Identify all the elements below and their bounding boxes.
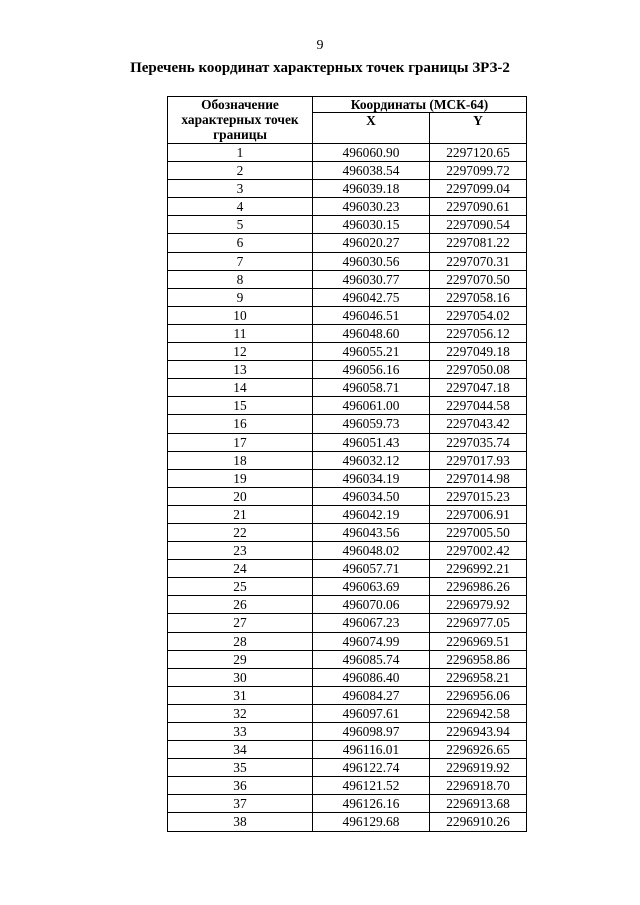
point-number-cell: 13 [168,361,313,379]
x-coordinate-cell: 496030.56 [313,252,430,270]
point-number-cell: 26 [168,596,313,614]
y-coordinate-cell: 2297090.61 [430,198,527,216]
table-row [168,379,527,397]
y-coordinate-cell: 2297047.18 [430,379,527,397]
table-row [168,415,527,433]
point-number-cell: 32 [168,704,313,722]
table-row [168,813,527,831]
x-coordinate-cell: 496086.40 [313,668,430,686]
table-row [168,343,527,361]
y-coordinate-cell: 2297099.04 [430,180,527,198]
x-column-header: X [313,113,430,144]
x-coordinate-cell: 496121.52 [313,777,430,795]
table-row [168,162,527,180]
x-coordinate-cell: 496074.99 [313,632,430,650]
point-number-cell: 2 [168,162,313,180]
y-coordinate-cell: 2296986.26 [430,578,527,596]
y-coordinate-cell: 2296943.94 [430,723,527,741]
x-coordinate-cell: 496070.06 [313,596,430,614]
table-row [168,759,527,777]
point-number-cell: 30 [168,668,313,686]
page-number: 9 [316,38,324,53]
y-coordinate-cell: 2297043.42 [430,415,527,433]
table-row [168,777,527,795]
y-coordinate-cell: 2296942.58 [430,704,527,722]
point-number-cell: 29 [168,650,313,668]
point-number-cell: 35 [168,759,313,777]
table-row [168,650,527,668]
x-coordinate-cell: 496042.75 [313,288,430,306]
table-row [168,560,527,578]
y-coordinate-cell: 2297005.50 [430,523,527,541]
x-coordinate-cell: 496038.54 [313,162,430,180]
y-coordinate-cell: 2296977.05 [430,614,527,632]
x-coordinate-cell: 496051.43 [313,433,430,451]
point-number-cell: 12 [168,343,313,361]
y-coordinate-cell: 2297044.58 [430,397,527,415]
y-coordinate-cell: 2296992.21 [430,560,527,578]
point-number-cell: 20 [168,487,313,505]
point-number-cell: 7 [168,252,313,270]
x-coordinate-cell: 496116.01 [313,741,430,759]
point-number-cell: 33 [168,723,313,741]
table-row [168,741,527,759]
x-coordinate-cell: 496097.61 [313,704,430,722]
table-row [168,451,527,469]
y-coordinate-cell: 2297056.12 [430,324,527,342]
point-number-cell: 8 [168,270,313,288]
point-number-cell: 34 [168,741,313,759]
table-row [168,632,527,650]
table-row [168,795,527,813]
table-row [168,433,527,451]
point-number-cell: 18 [168,451,313,469]
table-row [168,180,527,198]
x-coordinate-cell: 496063.69 [313,578,430,596]
table-row [168,596,527,614]
table-row [168,668,527,686]
table-body [168,144,527,832]
point-number-cell: 38 [168,813,313,831]
table-row [168,306,527,324]
table-row [168,234,527,252]
y-coordinate-cell: 2296956.06 [430,686,527,704]
table-row [168,252,527,270]
x-coordinate-cell: 496032.12 [313,451,430,469]
y-coordinate-cell: 2297050.08 [430,361,527,379]
y-coordinate-cell: 2297014.98 [430,469,527,487]
point-number-cell: 9 [168,288,313,306]
table-row [168,270,527,288]
table-row [168,361,527,379]
point-number-cell: 36 [168,777,313,795]
x-coordinate-cell: 496055.21 [313,343,430,361]
point-number-cell: 22 [168,523,313,541]
y-coordinate-cell: 2297120.65 [430,144,527,162]
y-coordinate-cell: 2297099.72 [430,162,527,180]
y-coordinate-cell: 2297070.50 [430,270,527,288]
x-coordinate-cell: 496122.74 [313,759,430,777]
y-coordinate-cell: 2297054.02 [430,306,527,324]
table-row [168,397,527,415]
point-number-cell: 1 [168,144,313,162]
x-coordinate-cell: 496059.73 [313,415,430,433]
x-coordinate-cell: 496056.16 [313,361,430,379]
point-number-cell: 31 [168,686,313,704]
point-number-cell: 11 [168,324,313,342]
point-number-cell: 28 [168,632,313,650]
y-coordinate-cell: 2296958.21 [430,668,527,686]
table-row [168,144,527,162]
table-row [168,324,527,342]
point-number-cell: 27 [168,614,313,632]
y-coordinate-cell: 2297017.93 [430,451,527,469]
coordinates-header: Координаты (МСК-64) [313,97,527,113]
table-row [168,686,527,704]
point-number-cell: 3 [168,180,313,198]
x-coordinate-cell: 496030.77 [313,270,430,288]
y-coordinate-cell: 2296958.86 [430,650,527,668]
y-coordinate-cell: 2296910.26 [430,813,527,831]
point-designation-header: Обозначение характерных точек границы [168,97,313,144]
x-coordinate-cell: 496048.60 [313,324,430,342]
table-row [168,487,527,505]
x-coordinate-cell: 496030.15 [313,216,430,234]
table-row [168,216,527,234]
x-coordinate-cell: 496060.90 [313,144,430,162]
table-row [168,614,527,632]
x-coordinate-cell: 496030.23 [313,198,430,216]
x-coordinate-cell: 496046.51 [313,306,430,324]
y-coordinate-cell: 2297049.18 [430,343,527,361]
table-row [168,523,527,541]
table-row [168,578,527,596]
table-row [168,288,527,306]
y-coordinate-cell: 2296918.70 [430,777,527,795]
y-coordinate-cell: 2297081.22 [430,234,527,252]
y-coordinate-cell: 2297006.91 [430,505,527,523]
y-coordinate-cell: 2296969.51 [430,632,527,650]
point-number-cell: 6 [168,234,313,252]
table-row [168,505,527,523]
point-number-cell: 24 [168,560,313,578]
point-number-cell: 15 [168,397,313,415]
x-coordinate-cell: 496098.97 [313,723,430,741]
point-number-cell: 25 [168,578,313,596]
table-row [168,723,527,741]
y-coordinate-cell: 2297015.23 [430,487,527,505]
table-row [168,704,527,722]
x-coordinate-cell: 496048.02 [313,542,430,560]
y-column-header: Y [430,113,527,144]
x-coordinate-cell: 496058.71 [313,379,430,397]
point-number-cell: 14 [168,379,313,397]
point-number-cell: 19 [168,469,313,487]
y-coordinate-cell: 2297058.16 [430,288,527,306]
x-coordinate-cell: 496061.00 [313,397,430,415]
x-coordinate-cell: 496020.27 [313,234,430,252]
x-coordinate-cell: 496043.56 [313,523,430,541]
table-row [168,469,527,487]
document-title: Перечень координат характерных точек границы ЗРЗ-2 [130,60,510,76]
coordinates-table [167,96,527,832]
x-coordinate-cell: 496042.19 [313,505,430,523]
x-coordinate-cell: 496084.27 [313,686,430,704]
x-coordinate-cell: 496085.74 [313,650,430,668]
y-coordinate-cell: 2296913.68 [430,795,527,813]
x-coordinate-cell: 496057.71 [313,560,430,578]
x-coordinate-cell: 496034.50 [313,487,430,505]
y-coordinate-cell: 2297070.31 [430,252,527,270]
point-number-cell: 23 [168,542,313,560]
point-number-cell: 10 [168,306,313,324]
x-coordinate-cell: 496067.23 [313,614,430,632]
point-number-cell: 4 [168,198,313,216]
point-number-cell: 5 [168,216,313,234]
point-number-cell: 21 [168,505,313,523]
y-coordinate-cell: 2297035.74 [430,433,527,451]
y-coordinate-cell: 2296979.92 [430,596,527,614]
table-row [168,542,527,560]
table-row [168,198,527,216]
y-coordinate-cell: 2297090.54 [430,216,527,234]
x-coordinate-cell: 496126.16 [313,795,430,813]
x-coordinate-cell: 496034.19 [313,469,430,487]
x-coordinate-cell: 496129.68 [313,813,430,831]
point-number-cell: 17 [168,433,313,451]
y-coordinate-cell: 2296926.65 [430,741,527,759]
y-coordinate-cell: 2296919.92 [430,759,527,777]
table-header [168,97,527,144]
point-number-cell: 37 [168,795,313,813]
point-number-cell: 16 [168,415,313,433]
y-coordinate-cell: 2297002.42 [430,542,527,560]
x-coordinate-cell: 496039.18 [313,180,430,198]
